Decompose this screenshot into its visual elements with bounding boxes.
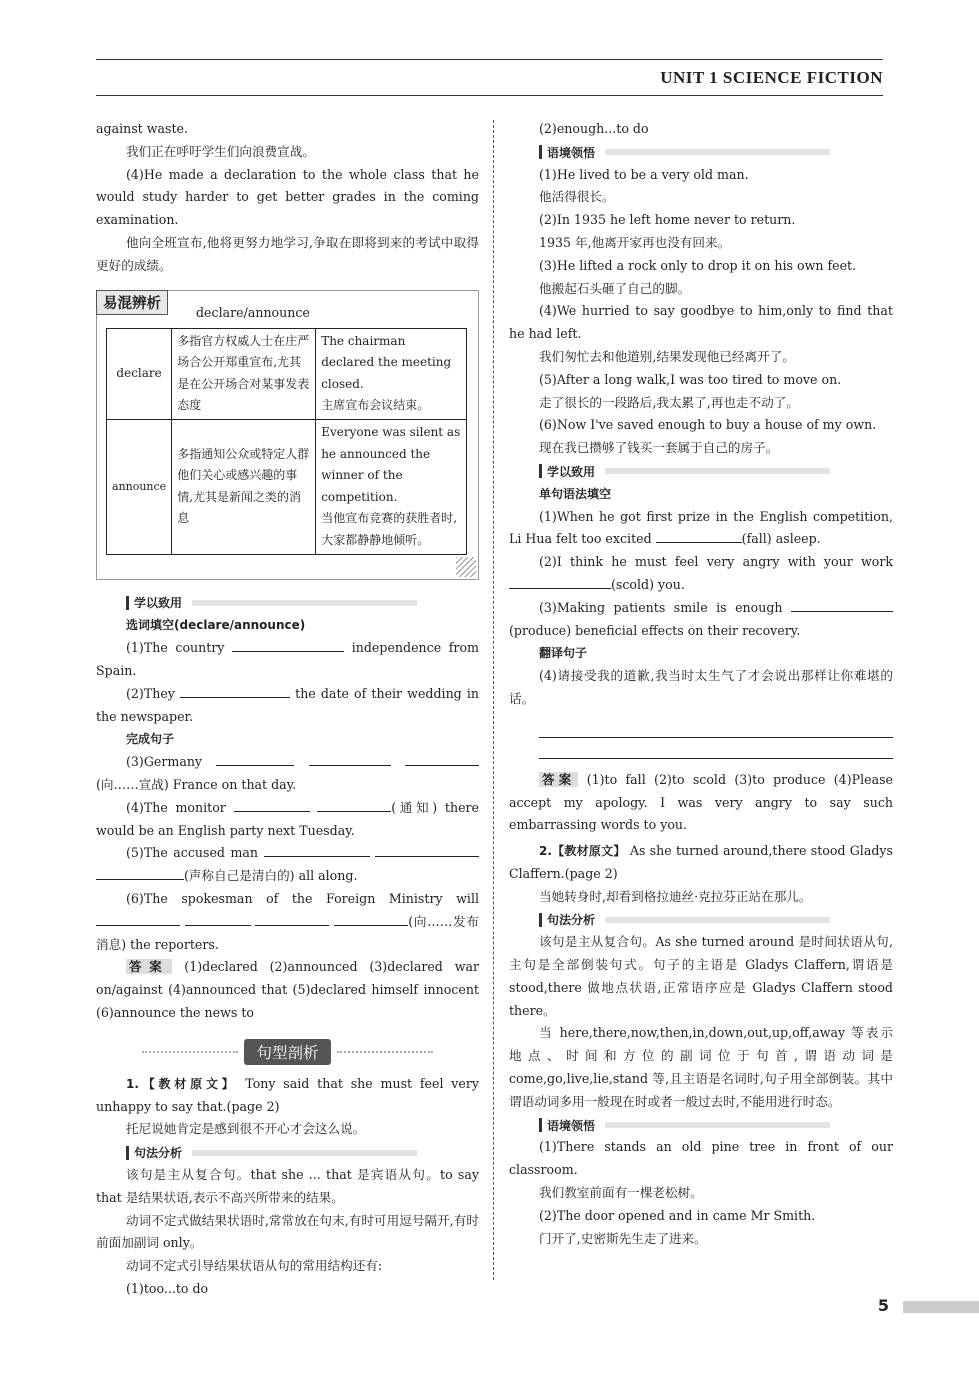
answer-blank[interactable] xyxy=(255,911,329,926)
corner-hatch xyxy=(456,557,476,577)
answer-blank[interactable] xyxy=(509,574,611,589)
bar-marker xyxy=(539,913,542,927)
banner-dots xyxy=(142,1051,238,1053)
table-cell-word: announce xyxy=(107,419,172,554)
section-bar xyxy=(126,592,479,615)
answer-blank[interactable] xyxy=(375,842,479,857)
exercise-item: (4)The monitor (通知) there would be an English party next Tuesday. xyxy=(96,797,479,843)
bar-line xyxy=(605,917,830,923)
section-label: 句法分析 xyxy=(547,913,596,928)
example-translation: 1935 年,他离开家再也没有回来。 xyxy=(539,234,731,250)
example-en: Everyone was silent as he announced the winner of the competition. xyxy=(321,424,461,504)
exercise-item: (3)Making patients smile is enough (produce) beneficial effects on their recovery. xyxy=(509,597,893,643)
exercise-title: 选词填空(declare/announce) xyxy=(126,618,306,633)
example-sentence: (3)He lifted a rock only to drop it on his own feet. xyxy=(539,257,857,273)
paragraph: against waste. xyxy=(96,121,189,136)
section-label: 学以致用 xyxy=(134,596,183,611)
sentence-original: 1.【教材原文】 Tony said that she must feel very unhappy to say that.(page 2) xyxy=(96,1075,479,1114)
section-label: 语境领悟 xyxy=(547,145,596,160)
table-row xyxy=(107,419,467,554)
exercise-title: 完成句子 xyxy=(126,732,175,747)
right-column xyxy=(509,118,893,1250)
answer-block xyxy=(96,956,479,1024)
paragraph: 我们正在呼吁学生们向浪费宣战。 xyxy=(126,143,315,159)
bar-line xyxy=(192,600,417,606)
exercise-item: (5)The accused man (声称自己是清白的) all along. xyxy=(96,842,479,888)
answer-blank[interactable] xyxy=(234,797,310,812)
analysis-text: (2)enough...to do xyxy=(539,121,649,136)
example-translation: 门开了,史密斯先生走了进来。 xyxy=(539,1230,707,1246)
example-sentence: (2)In 1935 he left home never to return. xyxy=(539,212,796,228)
left-column xyxy=(96,118,479,1301)
example-sentence: (6)Now I've saved enough to buy a house of my own. xyxy=(539,417,877,433)
section-banner xyxy=(96,1039,479,1065)
table-cell-example xyxy=(316,419,467,554)
confusion-subtitle: declare/announce xyxy=(196,304,310,320)
section-label: 句法分析 xyxy=(134,1146,183,1160)
bar-marker xyxy=(539,464,542,478)
exercise-item: (1)When he got first prize in the English competition, Li Hua felt too excited (fall) asleep. xyxy=(509,508,893,547)
answer-blank[interactable] xyxy=(264,842,370,857)
table-row xyxy=(107,328,467,419)
example-translation: 他搬起石头砸了自己的脚。 xyxy=(539,280,691,296)
answer-label: 答案 xyxy=(539,772,578,787)
exercise-item: (4)请接受我的道歉,我当时太生气了才会说出那样让你难堪的话。 xyxy=(509,668,893,706)
top-rule xyxy=(96,59,883,60)
example-sentence: (4)We hurried to say goodbye to him,only to find that he had left. xyxy=(509,303,893,342)
confusion-box xyxy=(96,290,479,580)
analysis-text: 动词不定式引导结果状语从句的常用结构还有: xyxy=(126,1258,383,1274)
example-translation: 他活得很长。 xyxy=(539,189,615,205)
confusion-table xyxy=(106,328,467,555)
example-sentence: (5)After a long walk,I was too tired to move on. xyxy=(539,371,842,387)
example-translation: 我们教室前面有一棵老松树。 xyxy=(539,1185,703,1201)
answer-blank[interactable] xyxy=(185,911,251,926)
answer-blank[interactable] xyxy=(791,597,893,612)
section-label: 语境领悟 xyxy=(547,1118,596,1133)
banner-label: 句型剖析 xyxy=(244,1039,330,1065)
section-bar xyxy=(126,1141,479,1164)
page-number: 5 xyxy=(877,1296,889,1315)
page-number-bar xyxy=(903,1301,979,1313)
answer-text: (1)to fall (2)to scold (3)to produce (4)Please accept my apology. I was very angry to say such embarrassing words to you. xyxy=(509,771,893,833)
analysis-text: 当 here,there,now,then,in,down,out,up,off,away 等表示地点、时间和方位的副词位于句首,谓语动词是 come,go,live,lie,stand 等,且主语是名词时,句子用全部倒装。其中谓语动词多用一般现在时或者一般过去时,不能用进行时态。 xyxy=(509,1025,893,1109)
answer-blank[interactable] xyxy=(405,751,479,766)
answer-blank[interactable] xyxy=(232,637,344,652)
section-bar xyxy=(539,460,893,483)
section-bar xyxy=(539,1114,893,1137)
table-cell-word: declare xyxy=(107,328,172,419)
answer-blank[interactable] xyxy=(317,797,391,812)
answer-line[interactable] xyxy=(539,748,893,759)
table-cell-desc: 多指官方权威人士在庄严场合公开郑重宣布,尤其是在公开场合对某事发表态度 xyxy=(172,328,316,419)
example-zh: 主席宣布会议结束。 xyxy=(321,398,430,413)
column-divider xyxy=(493,120,494,1280)
sentence-original: 2.【教材原文】 As she turned around,there stood Gladys Claffern.(page 2) xyxy=(509,843,893,881)
answer-line[interactable] xyxy=(539,727,893,738)
example-translation: 走了很长的一段路后,我太累了,再也走不动了。 xyxy=(539,394,799,410)
example-sentence: (4)He made a declaration to the whole class that he would study harder to get better grades in the coming examination. xyxy=(96,166,479,228)
exercise-item: (3)Germany (向……宣战) France on that day. xyxy=(96,751,479,797)
sentence-translation: 托尼说她肯定是感到很不开心才会这么说。 xyxy=(126,1121,366,1137)
bar-marker xyxy=(539,145,542,159)
answer-blank[interactable] xyxy=(309,751,391,766)
bar-marker xyxy=(539,1118,542,1132)
bar-marker xyxy=(126,1146,129,1160)
example-sentence: (1)He lived to be a very old man. xyxy=(539,166,749,182)
exercise-title: 单句语法填空 xyxy=(539,486,612,501)
bar-marker xyxy=(126,596,129,610)
analysis-text: 动词不定式做结果状语时,常常放在句末,有时可用逗号隔开,有时前面加副词 only。 xyxy=(96,1212,479,1251)
bar-line xyxy=(605,149,830,155)
analysis-text: 该句是主从复合句。that she ... that 是宾语从句。to say that 是结果状语,表示不高兴所带来的结果。 xyxy=(96,1166,479,1205)
answer-block xyxy=(509,769,893,837)
section-bar xyxy=(539,909,893,932)
example-en: The chairman declared the meeting closed. xyxy=(321,333,452,391)
sentence-translation: 当她转身时,却看到格拉迪丝·克拉芬正站在那儿。 xyxy=(539,888,812,904)
section-bar xyxy=(539,141,893,164)
bar-line xyxy=(605,1122,830,1128)
exercise-item: (2)I think he must feel very angry with your work (scold) you. xyxy=(509,551,893,597)
answer-blank[interactable] xyxy=(216,751,294,766)
table-cell-example xyxy=(316,328,467,419)
analysis-text: (1)too...to do xyxy=(126,1280,209,1296)
exercise-item: (1)The country independence from Spain. xyxy=(96,637,479,683)
running-header: UNIT 1 SCIENCE FICTION xyxy=(660,68,883,87)
example-sentence: (2)The door opened and in came Mr Smith. xyxy=(539,1207,816,1223)
example-translation: 我们匆忙去和他道别,结果发现他已经离开了。 xyxy=(539,348,795,364)
exercise-item: (6)The spokesman of the Foreign Ministry will (向……发布消息) the reporters. xyxy=(96,890,479,952)
answer-blank[interactable] xyxy=(180,683,290,698)
analysis-text: 该句是主从复合句。As she turned around 是时间状语从句,主句是全部倒装句式。句子的主语是 Gladys Claffern,谓语是 stood,there 做地点状语,正常语序应是 Gladys Claffern stood there。 xyxy=(509,934,893,1018)
answer-text: (1)declared (2)announced (3)declared war on/against (4)announced that (5)declared himself innocent (6)announce the news to xyxy=(96,959,480,1020)
table-cell-desc: 多指通知公众或特定人群他们关心或感兴趣的事情,尤其是新闻之类的消息 xyxy=(172,419,316,554)
bar-line xyxy=(192,1150,417,1156)
banner-dots xyxy=(337,1051,433,1053)
bar-line xyxy=(605,468,830,474)
answer-blank[interactable] xyxy=(334,911,408,926)
example-translation: 他向全班宣布,他将更努力地学习,争取在即将到来的考试中取得更好的成绩。 xyxy=(96,234,479,273)
example-sentence: (1)There stands an old pine tree in front of our classroom. xyxy=(509,1139,893,1178)
confusion-tag: 易混辨析 xyxy=(96,290,168,315)
example-translation: 现在我已攒够了钱买一套属于自己的房子。 xyxy=(539,440,779,456)
exercise-item: (2)They the date of their wedding in the newspaper. xyxy=(96,683,479,729)
exercise-title: 翻译句子 xyxy=(539,646,588,661)
answer-label: 答案 xyxy=(126,959,172,974)
answer-blank[interactable] xyxy=(96,865,184,880)
answer-blank[interactable] xyxy=(96,911,180,926)
section-label: 学以致用 xyxy=(547,464,596,479)
answer-blank[interactable] xyxy=(656,528,742,543)
header-rule xyxy=(96,95,883,96)
example-zh: 当他宣布竞赛的获胜者时,大家都静静地倾听。 xyxy=(321,511,458,547)
